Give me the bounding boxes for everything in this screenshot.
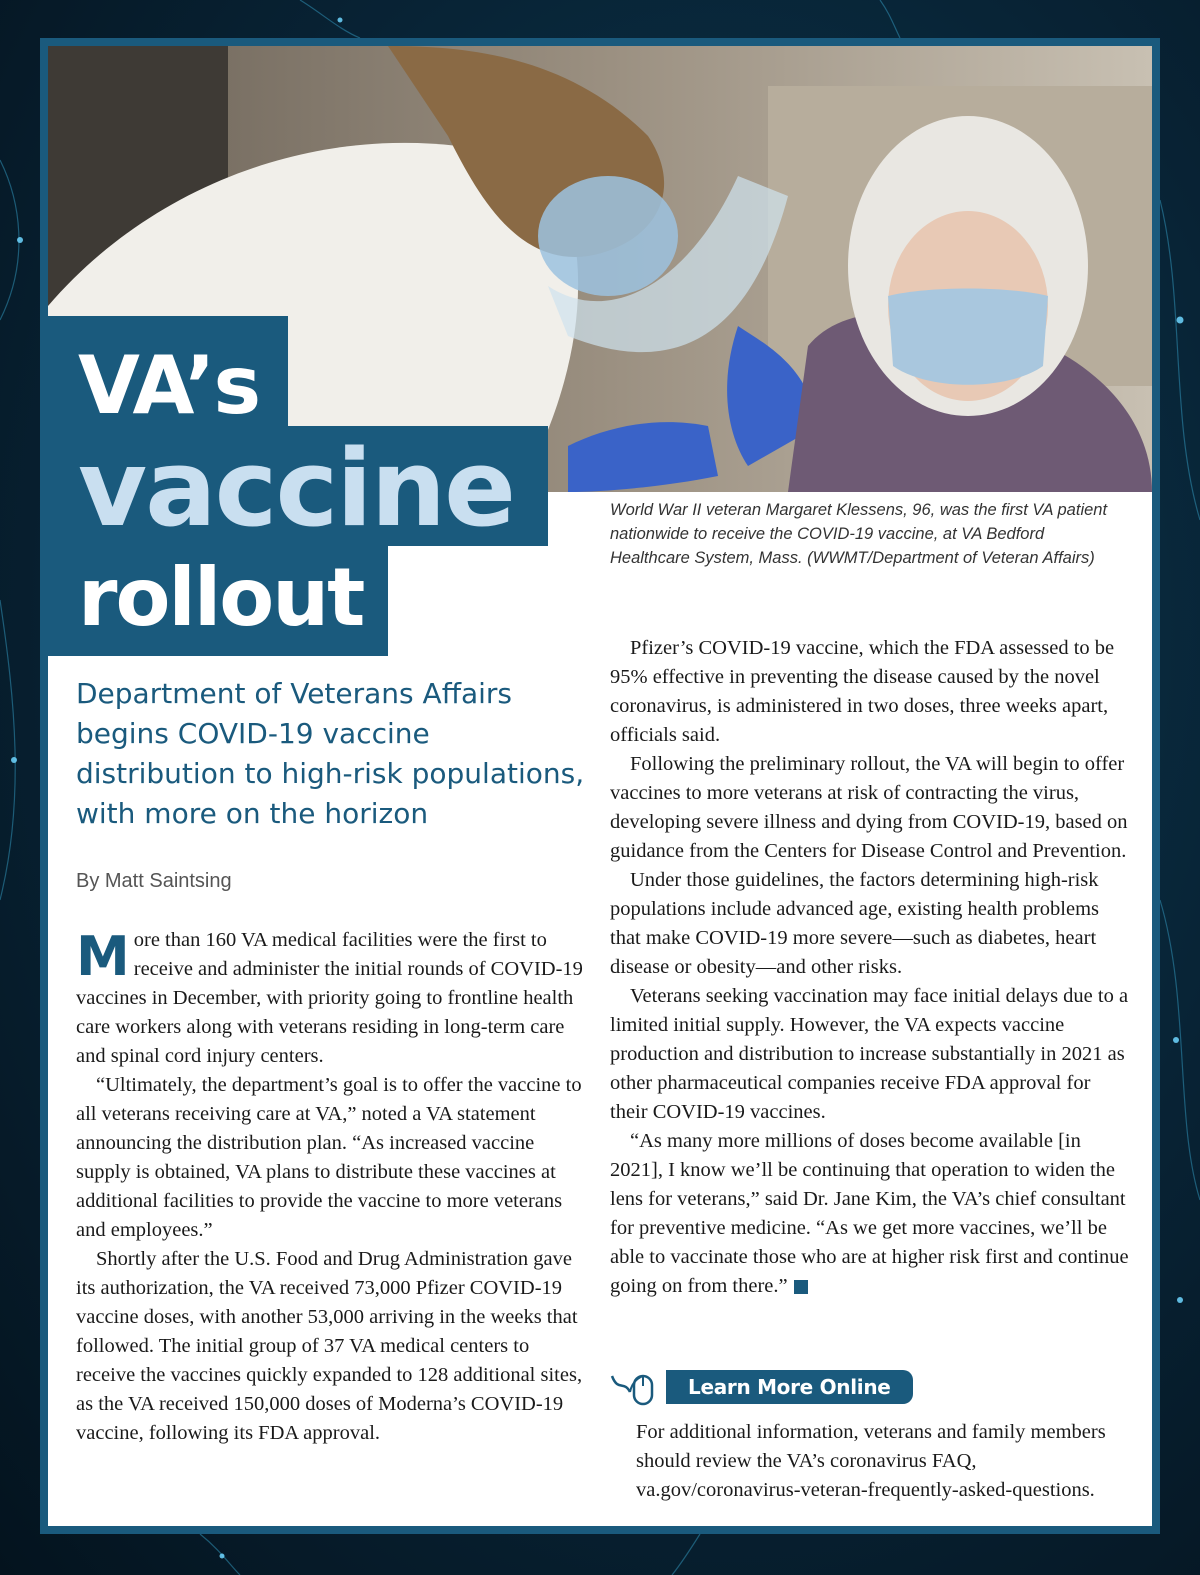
left-column [76,926,586,1448]
article-page [40,38,1160,1534]
paragraph-1 [76,926,586,1071]
drop-cap: M [76,925,130,988]
article-subtitle: Department of Veterans Affairs begins COVID-19 vaccine distribution to high-risk populations, with more on the horizon [76,677,585,830]
mouse-icon [610,1362,658,1406]
learn-more-label: Learn More Online [666,1370,913,1404]
paragraph-6: Under those guidelines, the factors determining high-risk populations include advanced age, existing health problems that make COVID-19 more severe—such as diabetes, heart disease or obesity—and other risks. [610,869,1100,978]
paragraph-3: Shortly after the U.S. Food and Drug Administration gave its authorization, the VA received 73,000 Pfizer COVID-19 vaccine doses, with another 53,000 arriving in the weeks that followed. The initial group of 37 VA medical centers to receive the vaccines quickly expanded to 128 additional sites, as the VA received 150,000 doses of Moderna’s COVID-19 vaccine, following its FDA approval. [76,1248,583,1444]
title-line-1: VA’s [78,339,260,432]
learn-more-text: For additional information, veterans and family members should review the VA’s coronavirus FAQ, va.gov/coronavirus-veteran-frequently-asked-questions. [636,1421,1106,1501]
right-column [610,634,1130,1301]
photo-caption: World War II veteran Margaret Klessens, 96, was the first VA patient nationwide to receive the COVID-19 vaccine, at VA Bedford Healthcare System, Mass. (WWMT/Department of Veteran Affairs) [610,501,1108,567]
paragraph-4: Pfizer’s COVID-19 vaccine, which the FDA assessed to be 95% effective in preventing the disease caused by the novel coronavirus, is administered in two doses, three weeks apart, officials said. [610,637,1115,746]
learn-more-box [610,1358,1140,1518]
paragraph-7: Veterans seeking vaccination may face initial delays due to a limited initial supply. However, the VA expects vaccine production and distribution to increase substantially in 2021 as other pharmaceutical companies receive FDA approval for their COVID-19 vaccines. [610,985,1129,1123]
paragraph-8 [610,1127,1130,1301]
paragraph-2: “Ultimately, the department’s goal is to offer the vaccine to all veterans receiving care at VA,” noted a VA statement announcing the distribution plan. “As increased vaccine supply is obtained, VA plans to distribute these vaccines at additional facilities to provide the vaccine to more veterans and employees.” [76,1074,582,1241]
paragraph-1-text: ore than 160 VA medical facilities were the first to receive and administer the initial rounds of COVID-19 vaccines in December, with priority going to frontline health care workers along with veterans residing in long-term care and spinal cord injury centers. [76,929,583,1067]
end-mark-icon [794,1280,808,1294]
title-line-2: vaccine [78,427,514,550]
title-line-3: rollout [78,551,364,644]
paragraph-8-text: “As many more millions of doses become available [in 2021], I know we’ll be continuing that operation to widen the lens for veterans,” said Dr. Jane Kim, the VA’s chief consultant for preventive medicine. “As we get more vaccines, we’ll be able to vaccinate those who are at higher risk first and continue going on from there.” [610,1130,1129,1297]
byline: By Matt Saintsing [76,870,232,892]
paragraph-5: Following the preliminary rollout, the VA will begin to offer vaccines to more veterans at risk of contracting the virus, developing severe illness and dying from COVID-19, based on guidance from the Centers for Disease Control and Prevention. [610,753,1128,862]
